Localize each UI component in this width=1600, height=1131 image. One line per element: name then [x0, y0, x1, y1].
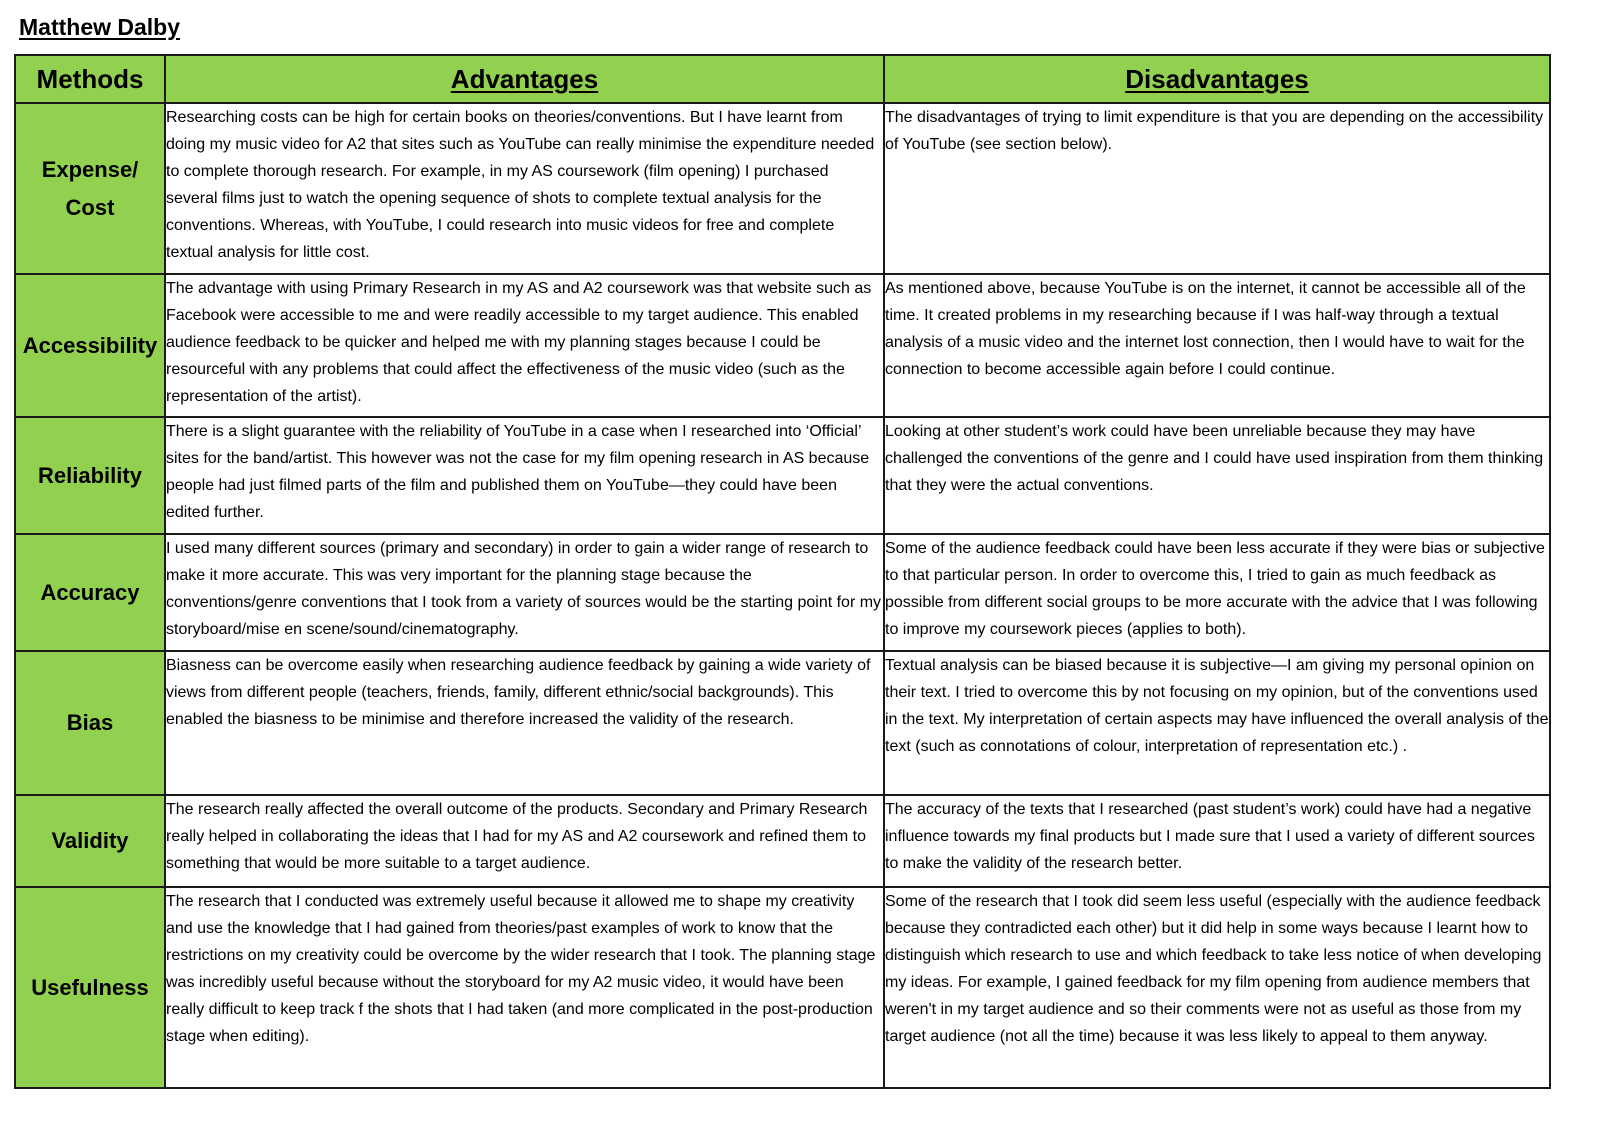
- header-disadvantages-label: Disadvantages: [1125, 63, 1309, 94]
- advantage-text: The research really affected the overall outcome of the products. Secondary and Primary Research really helped in collaborating the ideas that I had for my AS and A2 coursework and refined them to something that would be more suitable to a target audience.: [166, 801, 868, 872]
- method-label-accessibility: Accessibility: [15, 274, 165, 417]
- method-label-reliability: Reliability: [15, 417, 165, 534]
- advantage-cell: [165, 651, 884, 795]
- advantage-text: Researching costs can be high for certain books on theories/conventions. But I have learnt from doing my music video for A2 that sites such as YouTube can really minimise the expenditure needed to complete thorough research. For example, in my AS coursework (film opening) I purchased several films just to watch the opening sequence of shots to complete textual analysis for the conventions. Whereas, with YouTube, I could research into music videos for free and complete textual analysis for little cost.: [166, 109, 875, 261]
- header-advantages-label: Advantages: [450, 63, 599, 94]
- header-methods: Methods: [15, 55, 165, 103]
- method-label-bias: Bias: [15, 651, 165, 795]
- advantage-text: Biasness can be overcome easily when researching audience feedback by gaining a wide variety of views from different people (teachers, friends, family, different ethnic/social backgrounds). This enabled the biasness to be minimise and therefore increased the validity of the research.: [166, 657, 871, 728]
- disadvantage-text: The accuracy of the texts that I researched (past student’s work) could have had a negative influence towards my final products but I made sure that I used a variety of different sources to make the validity of the research better.: [885, 801, 1535, 872]
- advantage-text: I used many different sources (primary and secondary) in order to gain a wider range of research to make it more accurate. This was very important for the planning stage because the conventions/genre conventions that I took from a variety of sources would be the starting point for my storyboard/mise en scene/sound/cinematography.: [166, 540, 882, 638]
- disadvantage-cell: [884, 417, 1550, 534]
- table-row: [15, 103, 1550, 274]
- disadvantage-text: Textual analysis can be biased because it is subjective—I am giving my personal opinion on their text. I tried to overcome this by not focusing on my opinion, but of the conventions used in the text. My interpretation of certain aspects may have influenced the overall analysis of the text (such as connotations of colour, interpretation of representation etc.) .: [885, 657, 1549, 755]
- author-name: Matthew Dalby: [19, 14, 181, 40]
- table-row: [15, 274, 1550, 417]
- disadvantage-text: Some of the audience feedback could have been less accurate if they were bias or subjective to that particular person. In order to overcome this, I tried to gain as much feedback as possible from different social groups to be more accurate with the advice that I was following to improve my coursework pieces (applies to both).: [885, 540, 1545, 638]
- table-row: [15, 795, 1550, 887]
- disadvantage-text: Looking at other student’s work could have been unreliable because they may have challenged the conventions of the genre and I could have used inspiration from them thinking that they were the actual conventions.: [885, 423, 1544, 494]
- method-label-text: Expense/ Cost: [41, 156, 139, 220]
- table-row: [15, 887, 1550, 1088]
- advantage-cell: [165, 795, 884, 887]
- table-row: [15, 534, 1550, 651]
- disadvantage-cell: [884, 103, 1550, 274]
- table-row: [15, 417, 1550, 534]
- method-label-validity: Validity: [15, 795, 165, 887]
- method-label-expense-cost: [15, 103, 165, 274]
- method-label-usefulness: Usefulness: [15, 887, 165, 1088]
- disadvantage-cell: [884, 887, 1550, 1088]
- advantage-cell: [165, 887, 884, 1088]
- header-disadvantages: [884, 55, 1550, 103]
- advantage-cell: [165, 274, 884, 417]
- header-advantages: [165, 55, 884, 103]
- disadvantage-cell: [884, 651, 1550, 795]
- advantage-cell: [165, 103, 884, 274]
- advantage-text: There is a slight guarantee with the reliability of YouTube in a case when I researched into ‘Official’ sites for the band/artist. This however was not the case for my film opening research in AS because people had just filmed parts of the film and published them on YouTube—they could have been edited further.: [166, 423, 870, 521]
- disadvantage-cell: [884, 274, 1550, 417]
- disadvantage-cell: [884, 795, 1550, 887]
- advantage-cell: [165, 417, 884, 534]
- disadvantage-text: As mentioned above, because YouTube is on the internet, it cannot be accessible all of the time. It created problems in my researching because if I was half-way through a textual analysis of a music video and the internet lost connection, then I would have to wait for the connection to become accessible again before I could continue.: [885, 280, 1526, 378]
- method-label-accuracy: Accuracy: [15, 534, 165, 651]
- advantage-cell: [165, 534, 884, 651]
- disadvantage-text: The disadvantages of trying to limit expenditure is that you are depending on the accessibility of YouTube (see section below).: [885, 109, 1544, 153]
- advantage-text: The research that I conducted was extremely useful because it allowed me to shape my creativity and use the knowledge that I had gained from theories/past examples of work to know that the restrictions on my creativity could be overcome by the wider research that I took. The planning stage was incredibly useful because without the storyboard for my A2 music video, it would have been really difficult to keep track f the shots that I had taken (and more complicated in the post-production stage when editing).: [166, 893, 876, 1045]
- table-row: [15, 651, 1550, 795]
- advantage-text: The advantage with using Primary Research in my AS and A2 coursework was that website such as Facebook were accessible to me and were readily accessible to my target audience. This enabled audience feedback to be quicker and helped me with my planning stages because I could be resourceful with any problems that could affect the effectiveness of the music video (such as the representation of the artist).: [166, 280, 872, 405]
- disadvantage-text: Some of the research that I took did seem less useful (especially with the audience feedback because they contradicted each other) but it did help in some ways because I learnt how to distinguish which research to use and which feedback to take less notice of when developing my ideas. For example, I gained feedback for my film opening from audience members that weren't in my target audience and so their comments were not as useful as those from my target audience (not all the time) because it was less likely to appeal to them anyway.: [885, 893, 1542, 1045]
- header-row: [15, 55, 1550, 103]
- methods-comparison-table: [14, 54, 1551, 1089]
- disadvantage-cell: [884, 534, 1550, 651]
